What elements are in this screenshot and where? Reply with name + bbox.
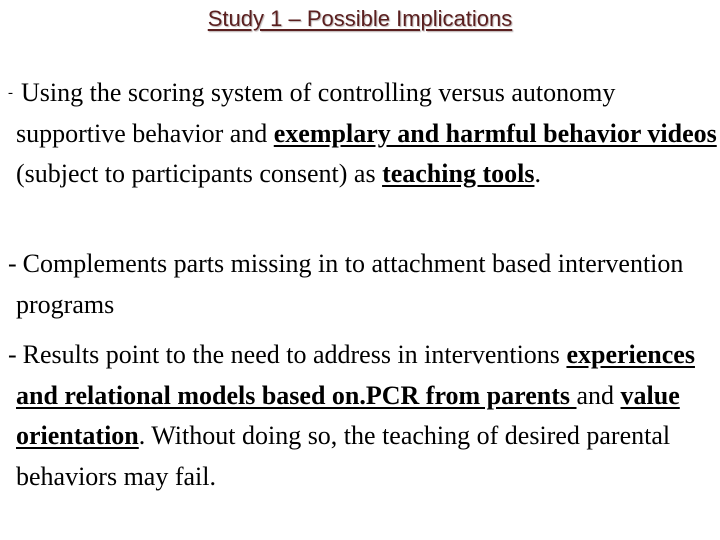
bullet-text: . Without doing so, the teaching of desired parental behaviors may fail. <box>16 421 671 491</box>
emphasis-teaching-tools: teaching tools <box>382 159 535 188</box>
emphasis-experiences: experiences and relational models based on.PCR from parents <box>16 340 695 410</box>
bullet-text: Complements parts missing in to attachment based intervention programs <box>16 249 684 319</box>
bullet-dash: - <box>8 85 13 101</box>
bullet-complements <box>8 244 720 325</box>
slide-title: Study 1 – Possible Implications <box>207 6 513 31</box>
emphasis-value-orientation: value orientation <box>16 380 680 450</box>
bullet-text: and <box>576 380 621 410</box>
bullet-dash: - <box>8 249 17 278</box>
bullet-text: (subject to participants consent) as <box>16 159 383 188</box>
emphasis-videos: exemplary and harmful behavior videos <box>273 118 717 148</box>
bullet-dash: - <box>8 340 17 369</box>
bullet-text: Results point to the need to address in interventions <box>22 340 567 369</box>
bullet-scoring-system <box>8 73 720 195</box>
bullet-text: . <box>534 159 541 188</box>
bullet-text: Using the scoring system of controlling versus autonomy supportive behavior and <box>16 78 616 148</box>
bullet-results <box>8 335 720 497</box>
